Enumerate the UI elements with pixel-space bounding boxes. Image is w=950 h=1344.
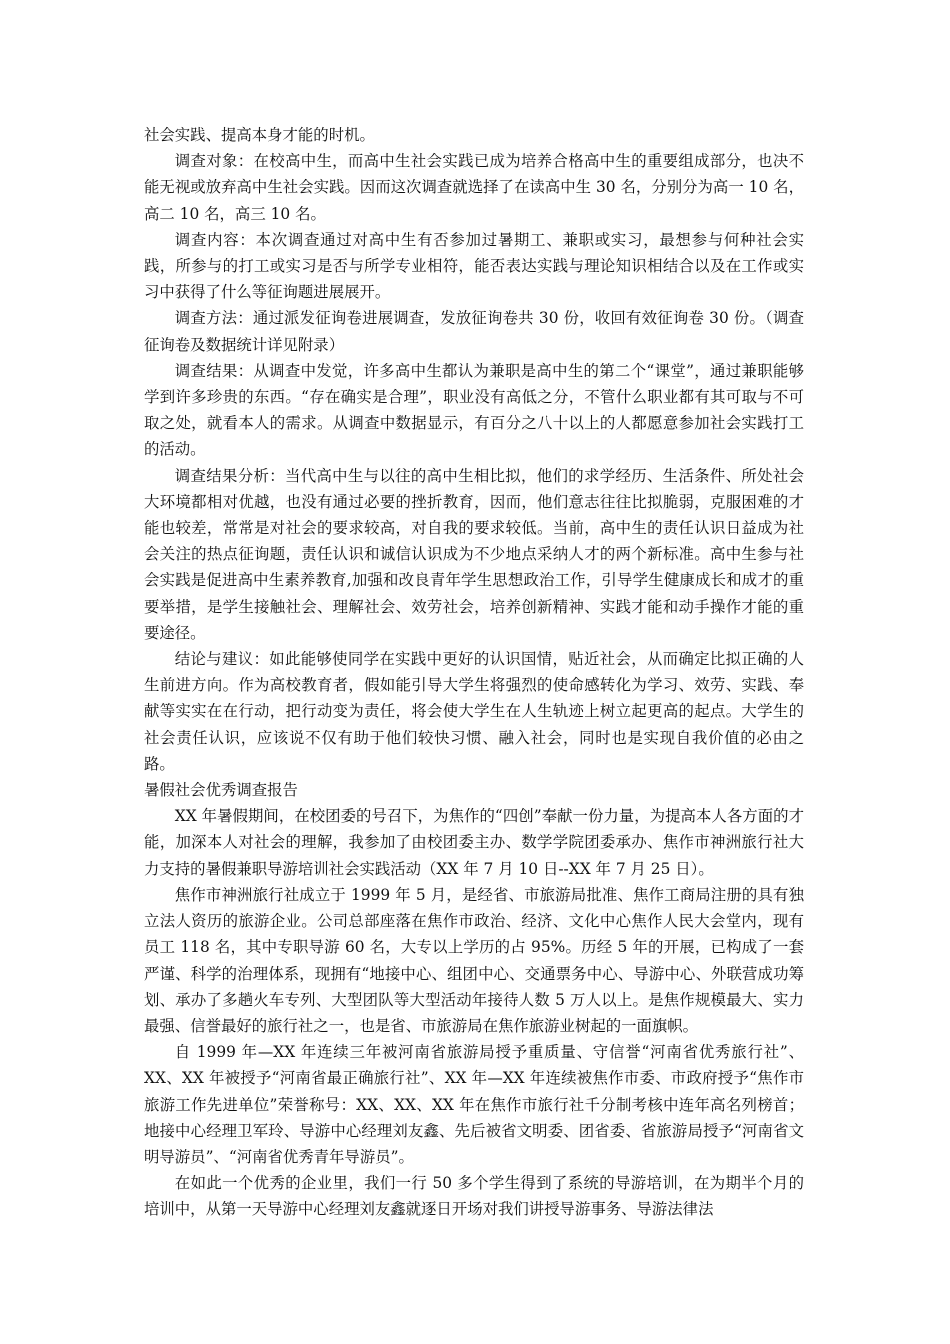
paragraph-result-analysis: 调查结果分析：当代高中生与以往的高中生相比拟，他们的求学经历、生活条件、所处社会大环境都相对优越，也没有通过必要的挫折教育，因而，他们意志往往比拟脆弱，克服困难的才能也较差，常常是对社会的要求较高，对自我的要求较低。当前，高中生的责任认识日益成为社会关注的热点征询题，责任认识和诚信认识成为不少地点采纳人才的两个新标准。高中生参与社会实践是促进高中生素养教育,加强和改良青年学生思想政治工作，引导学生健康成长和成才的重要举措，是学生接触社会、理解社会、效劳社会，培养创新精神、实践才能和动手操作才能的重要途径。 [144,466,804,642]
paragraph-survey-content: 调查内容：本次调查通过对高中生有否参加过暑期工、兼职或实习，最想参与何种社会实践，所参与的打工或实习是否与所学专业相符，能否表达实践与理论知识相结合以及在工作或实习中获得了什么等征询题进展展开。 [144,230,804,302]
paragraph-survey-method: 调查方法：通过派发征询卷进展调查，发放征询卷共 30 份，收回有效征询卷 30 份。（调查征询卷及数据统计详见附录） [144,309,804,354]
paragraph-agency-profile: 焦作市神洲旅行社成立于 1999 年 5 月，是经省、市旅游局批准、焦作工商局注册的具有独立法人资历的旅游企业。公司总部座落在焦作市政治、经济、文化中心焦作人民大会堂内，现有员工 118 名，其中专职导游 60 名，大专以上学历的占 95%。历经 5 年的开展，已构成了一套严谨、科学的治理体系，现拥有“地接中心、组团中心、交通票务中心、导游中心、外联营成功筹划、承办了多趟火车专列、大型团队等大型活动年接待人数 5 万人以上。是焦作规模最大、实力最强、信誉最好的旅行社之一，也是省、市旅游局在焦作旅游业树起的一面旗帜。 [144,885,804,1035]
section-heading: 暑假社会优秀调查报告 [144,781,298,800]
paragraph-intro-tail: 社会实践、提高本身才能的时机。 [144,126,375,144]
paragraph-training: 在如此一个优秀的企业里，我们一行 50 多个学生得到了系统的导游培训，在为期半个月的培训中，从第一天导游中心经理刘友鑫就逐日开场对我们讲授导游事务、导游法律法 [144,1174,804,1219]
paragraph-agency-honors: 自 1999 年—XX 年连续三年被河南省旅游局授予重质量、守信誉“河南省优秀旅行社”、XX、XX 年被授予“河南省最正确旅行社”、XX 年—XX 年连续被焦作市委、市政府授予“焦作市旅游工作先进单位”荣誉称号：XX、XX、XX 年在焦作市旅行社千分制考核中连年高名列榜首；地接中心经理卫军玲、导游中心经理刘友鑫、先后被省文明委、团省委、省旅游局授予“河南省文明导游员”、“河南省优秀青年导游员”。 [144,1043,804,1166]
paragraph-survey-subject: 调查对象：在校高中生，而高中生社会实践已成为培养合格高中生的重要组成部分，也决不能无视或放弃高中生社会实践。因而这次调查就选择了在读高中生 30 名，分别分为高一 10 名，高二 10 名，高三 10 名。 [144,152,804,223]
paragraph-conclusion: 结论与建议：如此能够使同学在实践中更好的认识国情，贴近社会，从而确定比拟正确的人生前进方向。作为高校教育者，假如能引导大学生将强烈的使命感转化为学习、效劳、实践、奉献等实实在在行动，把行动变为责任，将会使大学生在人生轨迹上树立起更高的起点。大学生的社会责任认识，应该说不仅有助于他们较快习惯、融入社会，同时也是实现自我价值的必由之路。 [144,650,804,773]
paragraph-survey-result: 调查结果：从调查中发觉，许多高中生都认为兼职是高中生的第二个“课堂”，通过兼职能够学到许多珍贵的东西。“存在确实是合理”，职业没有高低之分，不管什么职业都有其可取与不可取之处，就看本人的需求。从调查中数据显示，有百分之八十以上的人都愿意参加社会实践打工的活动。 [144,361,804,459]
document-page [144,122,804,1223]
paragraph-summer-intro: XX 年暑假期间，在校团委的号召下，为焦作的“四创”奉献一份力量，为提高本人各方面的才能，加深本人对社会的理解，我参加了由校团委主办、数学学院团委承办、焦作市神洲旅行社大力支持的暑假兼职导游培训社会实践活动（XX 年 7 月 10 日--XX 年 7 月 25 日）。 [144,807,804,878]
